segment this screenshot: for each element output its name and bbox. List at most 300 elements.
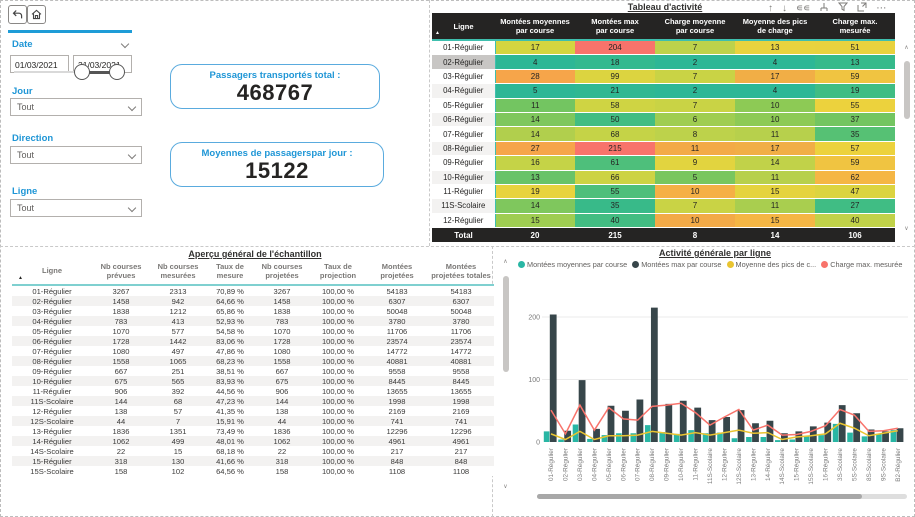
scroll-up-icon[interactable]: ∧ (503, 259, 508, 265)
cell: 54,58 % (216, 326, 244, 336)
heatmap-cell: 16 (495, 156, 575, 170)
heatmap-cell: 55 (575, 184, 655, 198)
heatmap-cell: 11 (735, 170, 815, 184)
undo-icon (12, 9, 23, 20)
undo-button[interactable] (8, 5, 27, 24)
cell: 12S-Scolaire (30, 416, 74, 426)
total-row (432, 228, 895, 243)
table-row[interactable] (12, 306, 494, 316)
bar-montees-moyennes[interactable] (789, 440, 795, 443)
table-row[interactable] (432, 199, 895, 213)
heatmap-cell: 8 (655, 127, 735, 141)
scrollbar-thumb[interactable] (537, 494, 862, 499)
header-line: Taux de (324, 261, 352, 271)
scrollbar-thumb[interactable] (503, 276, 509, 372)
table-row[interactable] (12, 396, 494, 406)
kpi-card-daily-average (170, 142, 384, 187)
table-row[interactable] (432, 40, 895, 55)
ligne-cell: 03-Régulier (432, 69, 495, 83)
heatmap-cell: 37 (815, 112, 895, 126)
heatmap-cell: 17 (735, 69, 815, 83)
x-axis-category-label: 07-Régulier (634, 448, 642, 482)
cell: 08-Régulier (32, 356, 72, 366)
cell: 23574 (450, 336, 472, 346)
total-cell: 14 (735, 228, 815, 243)
cell: 9558 (388, 366, 406, 376)
table-row[interactable] (432, 112, 895, 126)
cell: 13-Régulier (32, 426, 72, 436)
bar-montees-moyennes[interactable] (775, 440, 781, 442)
cell: 100,00 % (321, 406, 355, 416)
column-header[interactable] (655, 13, 735, 40)
cell: 15 (173, 446, 183, 456)
heatmap-cell: 11 (655, 141, 735, 155)
slider-handle-start[interactable] (74, 64, 90, 80)
cell: 03-Régulier (32, 306, 72, 316)
ligne-cell: 12-Régulier (432, 213, 495, 227)
jour-select[interactable] (10, 98, 142, 116)
ligne-cell: 11-Régulier (432, 184, 495, 198)
header-row (12, 258, 494, 285)
cell: 4961 (388, 436, 406, 446)
cell: 848 (454, 456, 468, 466)
heatmap-cell: 7 (655, 40, 735, 55)
home-button[interactable] (27, 5, 46, 24)
bar-montees-max[interactable] (723, 417, 730, 442)
cell: 100,00 % (321, 296, 355, 306)
heatmap-cell: 59 (815, 69, 895, 83)
column-header[interactable] (150, 258, 206, 285)
table-row[interactable] (12, 316, 494, 326)
x-axis-category-label: 11S-Scolaire (706, 448, 714, 485)
heatmap-cell: 47 (815, 184, 895, 198)
header-row (432, 13, 895, 40)
x-axis-category-label: 8S-Scolaire (865, 448, 873, 482)
bar-montees-max[interactable] (665, 404, 672, 442)
column-header[interactable] (428, 258, 494, 285)
cell: 9558 (452, 366, 470, 376)
cell: 68,23 % (216, 356, 244, 366)
x-axis-category-label: 12-Régulier (721, 448, 729, 482)
direction-select[interactable] (10, 146, 142, 164)
cell: 12-Régulier (32, 406, 72, 416)
heatmap-cell: 66 (575, 170, 655, 184)
cell: 09-Régulier (32, 366, 72, 376)
column-header[interactable] (575, 13, 655, 40)
heatmap-cell: 10 (735, 98, 815, 112)
cell: 1728 (112, 336, 130, 346)
ligne-cell: 01-Régulier (432, 40, 495, 55)
x-axis-category-label: 14S-Scolaire (779, 448, 787, 485)
date-collapse-chevron-icon[interactable] (121, 40, 129, 48)
heatmap-cell: 19 (815, 84, 895, 98)
x-axis-category-label: 01-Régulier (548, 448, 555, 482)
sample-table-scrollbar[interactable] (501, 258, 510, 490)
heatmap-cell: 17 (735, 141, 815, 155)
cell: 217 (454, 446, 468, 456)
cell: 1062 (112, 436, 130, 446)
scroll-down-icon[interactable]: ∨ (904, 226, 909, 232)
sort-descending-icon[interactable]: ↓ (782, 2, 787, 14)
scroll-up-icon[interactable]: ∧ (904, 45, 909, 51)
ligne-cell: 10-Régulier (432, 170, 495, 184)
table-row[interactable] (12, 296, 494, 306)
heatmap-cell: 15 (495, 213, 575, 227)
table-row[interactable] (12, 326, 494, 336)
cell: 318 (114, 456, 128, 466)
heatmap-cell: 55 (815, 98, 895, 112)
legend-label: Moyenne des pics de c... (735, 260, 817, 269)
cell: 10-Régulier (32, 376, 72, 386)
cell: 667 (275, 366, 289, 376)
cell: 06-Régulier (32, 336, 72, 346)
bar-montees-moyennes[interactable] (862, 436, 868, 442)
heatmap-cell: 40 (815, 213, 895, 227)
bar-montees-moyennes[interactable] (616, 433, 622, 442)
bar-montees-max[interactable] (651, 308, 658, 442)
heatmap-cell: 51 (815, 40, 895, 55)
table-row[interactable] (12, 346, 494, 356)
cell: 6307 (388, 296, 406, 306)
cell: 100,00 % (321, 466, 355, 476)
legend-item[interactable] (632, 260, 721, 269)
cell: 68,18 % (216, 446, 244, 456)
cell: 100,00 % (321, 456, 355, 466)
cell: 64,66 % (216, 296, 244, 306)
total-label: Total (432, 228, 495, 243)
cell: 38,51 % (216, 366, 244, 376)
cell: 413 (171, 316, 185, 326)
table-row[interactable] (432, 84, 895, 98)
legend-dot-icon (821, 261, 828, 268)
bar-montees-moyennes[interactable] (732, 438, 738, 442)
bar-montees-max[interactable] (622, 411, 629, 442)
header-line: par course (515, 26, 555, 35)
column-header[interactable] (495, 13, 575, 40)
cell: 100,00 % (321, 426, 355, 436)
cell: 138 (114, 406, 128, 416)
cell: 13655 (386, 386, 408, 396)
cell: 11706 (450, 326, 472, 336)
activity-table-scrollbar[interactable] (902, 44, 911, 232)
table-row[interactable] (12, 285, 494, 296)
ligne-cell: 11S-Scolaire (432, 199, 495, 213)
sample-table (12, 258, 494, 476)
cell: 565 (171, 376, 185, 386)
activity-table-header (432, 13, 895, 40)
cell: 100,00 % (321, 386, 355, 396)
cell: 01-Régulier (32, 286, 72, 296)
heatmap-cell: 19 (495, 184, 575, 198)
ligne-select[interactable] (10, 199, 142, 217)
cell: 52,93 % (216, 316, 244, 326)
direction-select-value: Tout (17, 150, 35, 160)
cell: 906 (114, 386, 128, 396)
cell: 392 (171, 386, 185, 396)
chart-horizontal-scrollbar[interactable] (537, 494, 907, 499)
cell: 100,00 % (321, 446, 355, 456)
cell: 40881 (386, 356, 408, 366)
cell: 15-Régulier (32, 456, 72, 466)
cell: 8445 (388, 376, 406, 386)
chart-legend (518, 260, 914, 269)
cell: 100,00 % (321, 326, 355, 336)
chart-title: Activité générale par ligne (658, 248, 772, 258)
cell: 7 (175, 416, 181, 426)
cell: 4961 (452, 436, 470, 446)
cell: 1998 (452, 396, 470, 406)
column-header[interactable] (254, 258, 310, 285)
heatmap-cell: 13 (495, 170, 575, 184)
header-line: mesure (216, 271, 244, 280)
cell: 675 (114, 376, 128, 386)
cell: 1062 (273, 436, 291, 446)
x-axis-category-label: 15-Régulier (793, 448, 801, 482)
cell: 318 (275, 456, 289, 466)
heatmap-cell: 6 (655, 112, 735, 126)
cell: 40881 (450, 356, 472, 366)
table-row[interactable] (12, 456, 494, 466)
column-header[interactable] (92, 258, 150, 285)
column-header[interactable] (12, 258, 92, 285)
bar-montees-moyennes[interactable] (544, 431, 550, 442)
x-axis-category-label: 16-Régulier (822, 448, 830, 482)
cell: 65,86 % (216, 306, 244, 316)
bar-montees-moyennes[interactable] (688, 430, 694, 442)
cell: 2169 (452, 406, 470, 416)
cell: 44,56 % (216, 386, 244, 396)
heatmap-cell: 99 (575, 69, 655, 83)
visual-divider-vertical-top (429, 0, 430, 246)
cell: 667 (114, 366, 128, 376)
cell: 1998 (388, 396, 406, 406)
bar-montees-max[interactable] (550, 315, 557, 443)
legend-label: Montées moyennes par course (527, 260, 628, 269)
date-filter-label: Date (12, 39, 33, 50)
table-row[interactable] (12, 356, 494, 366)
x-axis-category-label: 11-Régulier (692, 448, 700, 481)
table-row[interactable] (432, 156, 895, 170)
scrollbar-thumb[interactable] (904, 61, 910, 119)
table-row[interactable] (432, 170, 895, 184)
bar-montees-moyennes[interactable] (818, 435, 824, 442)
cell: 64,56 % (216, 466, 244, 476)
heatmap-cell: 13 (815, 55, 895, 69)
activity-table-body (432, 40, 895, 228)
bar-montees-moyennes[interactable] (847, 433, 853, 442)
cell: 497 (171, 346, 185, 356)
header-line: Charge max. (832, 17, 878, 26)
table-row[interactable] (12, 366, 494, 376)
cell: 02-Régulier (32, 296, 72, 306)
column-header[interactable] (310, 258, 366, 285)
heatmap-cell: 7 (655, 199, 735, 213)
header-line: Nb courses (157, 261, 199, 271)
table-row[interactable] (12, 336, 494, 346)
x-axis-category-label: 5S-Scolaire (851, 448, 859, 482)
table-row[interactable] (12, 466, 494, 476)
column-header[interactable] (366, 258, 428, 285)
y-axis-tick-label: 200 (528, 314, 540, 322)
heatmap-cell: 215 (575, 141, 655, 155)
x-axis-category-label: 06-Régulier (620, 448, 628, 482)
legend-dot-icon (632, 261, 639, 268)
heatmap-cell: 7 (655, 69, 735, 83)
heatmap-cell: 62 (815, 170, 895, 184)
cell: 741 (454, 416, 468, 426)
header-line: mesurées (160, 271, 196, 280)
heatmap-cell: 10 (655, 213, 735, 227)
legend-item[interactable] (727, 260, 817, 269)
bar-montees-moyennes[interactable] (761, 437, 767, 442)
heatmap-cell: 4 (735, 55, 815, 69)
table-row[interactable] (12, 386, 494, 396)
cell: 1458 (273, 296, 291, 306)
x-axis-category-label: 3S-Scolaire (837, 448, 844, 482)
cell: 47,23 % (216, 396, 244, 406)
column-header[interactable] (206, 258, 254, 285)
bar-montees-moyennes[interactable] (804, 436, 810, 442)
heatmap-cell: 14 (735, 156, 815, 170)
x-axis-category-label: 12S-Scolaire (735, 448, 743, 485)
cell: 12296 (450, 426, 472, 436)
table-row[interactable] (12, 416, 494, 426)
header-line: Montées (445, 261, 477, 271)
heatmap-cell: 15 (735, 184, 815, 198)
x-axis-category-label: 14-Régulier (764, 448, 772, 482)
cell: 41,35 % (216, 406, 244, 416)
cell: 217 (390, 446, 404, 456)
cell: 11S-Scolaire (30, 396, 74, 406)
cell: 12296 (386, 426, 408, 436)
legend-item[interactable] (821, 260, 902, 269)
legend-item[interactable] (518, 260, 627, 269)
bar-montees-moyennes[interactable] (587, 439, 593, 442)
ligne-cell: 05-Régulier (432, 98, 495, 112)
cell: 22 (277, 446, 287, 456)
heatmap-cell: 61 (575, 156, 655, 170)
table-row[interactable] (432, 213, 895, 227)
y-axis-tick-label: 0 (536, 439, 540, 447)
table-row[interactable] (12, 446, 494, 456)
chevron-down-icon (128, 103, 136, 111)
cell: 1080 (273, 346, 291, 356)
heatmap-cell: 204 (575, 40, 655, 55)
header-line: Nb courses (100, 261, 142, 271)
cell: 22 (116, 446, 126, 456)
x-axis-category-label: 09-Régulier (663, 448, 671, 482)
cell: 41,66 % (216, 456, 244, 466)
cell: 138 (275, 406, 289, 416)
table-row[interactable] (432, 127, 895, 141)
header-line: Moyenne des pics (742, 17, 808, 26)
cell: 906 (275, 386, 289, 396)
bar-montees-moyennes[interactable] (746, 437, 752, 442)
table-row[interactable] (432, 98, 895, 112)
column-header[interactable] (432, 13, 495, 40)
kpi-label: Passagers transportés total : (209, 70, 341, 81)
heatmap-cell: 11 (735, 127, 815, 141)
bar-montees-max[interactable] (810, 426, 817, 442)
cell: 07-Régulier (32, 346, 72, 356)
heatmap-cell: 35 (575, 199, 655, 213)
scroll-down-icon[interactable]: ∨ (503, 484, 508, 490)
cell: 1351 (169, 426, 187, 436)
cell: 3780 (388, 316, 406, 326)
heatmap-cell: 10 (655, 184, 735, 198)
heatmap-cell: 40 (575, 213, 655, 227)
sort-ascending-icon[interactable]: ↑ (768, 2, 773, 14)
header-line: Montées projetées (380, 261, 414, 280)
table-row[interactable] (432, 69, 895, 83)
cell: 3267 (112, 286, 130, 296)
kpi-card-total-passengers (170, 64, 380, 109)
cell: 102 (171, 466, 185, 476)
cell: 8445 (452, 376, 470, 386)
activity-table-title: Tableau d'activité (627, 2, 703, 12)
direction-filter-label: Direction (12, 133, 54, 144)
cell: 50048 (450, 306, 472, 316)
column-header[interactable] (815, 13, 895, 40)
heatmap-cell: 21 (575, 84, 655, 98)
header-line: Nb courses (261, 261, 303, 271)
total-cell: 215 (575, 228, 655, 243)
drill-down-icon[interactable]: ∊∊ (796, 2, 811, 14)
table-row[interactable] (432, 184, 895, 198)
cell: 1070 (273, 326, 291, 336)
table-row[interactable] (12, 436, 494, 446)
slider-handle-end[interactable] (109, 64, 125, 80)
home-icon (31, 9, 42, 20)
header-line: Taux de (216, 261, 244, 271)
cell: 100,00 % (321, 316, 355, 326)
cell: 942 (171, 296, 185, 306)
x-axis-category-label: 02-Régulier (562, 448, 570, 482)
cell: 3267 (273, 286, 291, 296)
cell: 158 (114, 466, 128, 476)
more-options-icon[interactable]: ⋯ (876, 2, 888, 14)
ligne-cell: 06-Régulier (432, 112, 495, 126)
sort-arrow-icon: ▲ (18, 274, 23, 281)
x-axis-category-label: 03-Régulier (576, 448, 584, 482)
header-line: projetées (265, 271, 299, 280)
cell: 100,00 % (321, 346, 355, 356)
jour-select-value: Tout (17, 102, 35, 112)
header-line: Charge moyenne (664, 17, 726, 26)
bar-montees-max[interactable] (767, 421, 774, 442)
header-line: Ligne (42, 266, 62, 276)
heatmap-cell: 14 (495, 112, 575, 126)
column-header[interactable] (735, 13, 815, 40)
cell: 499 (171, 436, 185, 446)
heatmap-cell: 17 (495, 40, 575, 55)
bar-montees-moyennes[interactable] (558, 440, 564, 443)
table-row[interactable] (12, 376, 494, 386)
sample-table-body (12, 285, 494, 476)
cell: 100,00 % (321, 336, 355, 346)
table-row[interactable] (12, 406, 494, 416)
kpi-value: 15122 (245, 158, 309, 183)
sample-table-title: Aperçu général de l'échantillon (188, 249, 322, 259)
cell: 57 (173, 406, 183, 416)
heatmap-cell: 15 (735, 213, 815, 227)
table-row[interactable] (432, 55, 895, 69)
cell: 1838 (273, 306, 291, 316)
table-row[interactable] (432, 141, 895, 155)
table-row[interactable] (12, 426, 494, 436)
date-range-slider (10, 63, 132, 81)
slider-track[interactable] (14, 71, 78, 73)
